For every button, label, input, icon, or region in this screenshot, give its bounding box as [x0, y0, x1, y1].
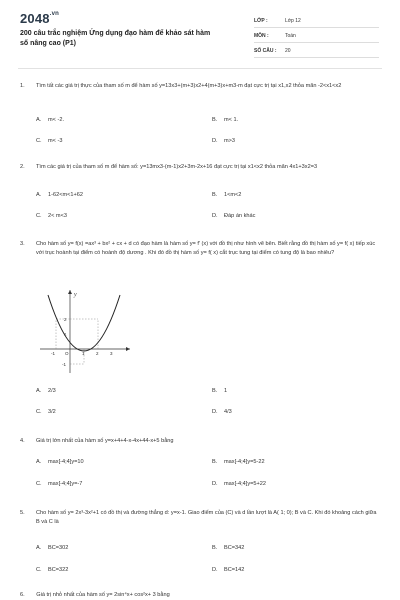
option-label: D.	[212, 567, 218, 573]
option-label: D.	[212, 138, 218, 144]
derivative-graph	[36, 287, 132, 375]
option-label: A.	[36, 459, 42, 465]
option-label: B.	[212, 545, 218, 551]
count-value: 20	[285, 48, 291, 54]
option-text: BC=322	[48, 567, 69, 573]
option-d[interactable]	[212, 481, 266, 487]
logo-main: 2048	[20, 11, 50, 26]
x-axis-arrow	[126, 347, 130, 351]
option-text: BC=302	[48, 545, 69, 551]
question-6	[20, 592, 170, 598]
tick-label-y: 1	[64, 332, 67, 337]
option-text: m< -2.	[48, 117, 65, 123]
question-number: 3.	[20, 241, 25, 247]
tick-label-x: -1	[51, 351, 56, 356]
subject-value: Toán	[285, 33, 296, 39]
tick-label-x: 1	[82, 351, 85, 356]
option-label: C.	[36, 567, 42, 573]
class-label: LỚP :	[254, 18, 268, 24]
option-label: B.	[212, 388, 218, 394]
option-text: max[-4;4]y=5-22	[224, 459, 265, 465]
option-d[interactable]	[212, 213, 255, 219]
option-text: max[-4;4]y=10	[48, 459, 84, 465]
logo-suffix: .vn	[49, 11, 60, 17]
option-text: 4/3	[224, 409, 232, 415]
option-label: A.	[36, 545, 42, 551]
option-a[interactable]	[36, 459, 84, 465]
y-axis-label: y	[74, 292, 77, 298]
header	[0, 0, 400, 66]
option-label: C.	[36, 409, 42, 415]
option-label: D.	[212, 481, 218, 487]
option-label: D.	[212, 409, 218, 415]
meta-divider	[254, 57, 379, 58]
option-text: BC=142	[224, 567, 245, 573]
option-c[interactable]	[36, 567, 68, 573]
option-text: m< 1.	[224, 117, 239, 123]
derivative-curve	[48, 295, 120, 351]
option-d[interactable]	[212, 567, 244, 573]
option-label: B.	[212, 192, 218, 198]
question-text: Tìm tất các giá trị thực của tham số m để hàm số y=13x3+(m+3)x2+4(m+3)x+m3-m đạt cực trị tại x1,x2 thỏa mãn -2<x1<x2	[36, 83, 342, 89]
class-value: Lớp 12	[285, 18, 301, 24]
option-text: 1-62<m<1+62	[48, 192, 83, 198]
subject-label: MÔN :	[254, 33, 269, 39]
question-text: Tìm các giá trị của tham số m để hàm số: y=13mx3-(m-1)x2+3m-2x+16 đạt cực trị tại x1<x2 thỏa mãn 4x1+3x2=3	[36, 164, 318, 170]
question-number: 4.	[20, 438, 25, 444]
question-number: 5.	[20, 510, 25, 516]
question-text: Cho hàm số y= 2x³-3x²+1 có đồ thị và đường thẳng d: y=x-1. Giao điểm của (C) và d lần lượt là A( 1; 0); B và C. Khi đó khoảng cách giữa B và C là	[36, 510, 377, 525]
option-text: 2< m<3	[48, 213, 67, 219]
option-a[interactable]	[36, 117, 64, 123]
option-label: B.	[212, 459, 218, 465]
option-text: max[-4;4]y=5+22	[224, 481, 266, 487]
question-text: Cho hàm số y= f(x) =ax³ + bx² + cx + d có đạo hàm là hàm số y= f' (x) với đồ thị như hình vẽ bên. Biết rằng đồ thị hàm số y= f( x) tiếp xúc với trục hoành tại điểm có hoành độ dương . Khi đó đồ thị hàm số y= f( x) cắt trục tung tại điểm có tung độ là bao nhiêu?	[36, 241, 376, 256]
option-b[interactable]	[212, 192, 241, 198]
y-axis-arrow	[68, 290, 72, 294]
option-text: Đáp án khác	[224, 213, 256, 219]
option-label: A.	[36, 117, 42, 123]
option-c[interactable]	[36, 213, 67, 219]
option-label: C.	[36, 213, 42, 219]
option-label: A.	[36, 192, 42, 198]
tick-label-x: 3	[110, 351, 113, 356]
tick-label-y: 2	[64, 317, 67, 322]
option-text: max[-4;4]y=-7	[48, 481, 83, 487]
option-text: 1<m<2	[224, 192, 242, 198]
meta-divider	[254, 27, 379, 28]
option-label: D.	[212, 213, 218, 219]
option-d[interactable]	[212, 409, 232, 415]
option-text: 3/2	[48, 409, 56, 415]
option-label: A.	[36, 388, 42, 394]
option-b[interactable]	[212, 117, 238, 123]
option-text: m>3	[224, 138, 236, 144]
question-number: 6.	[20, 592, 25, 598]
header-divider	[18, 68, 382, 69]
option-c[interactable]	[36, 409, 56, 415]
tick-label-y: -1	[62, 362, 67, 367]
meta-divider	[254, 42, 379, 43]
option-text: m< -3	[48, 138, 63, 144]
option-text: BC=342	[224, 545, 245, 551]
option-text: 1	[224, 388, 228, 394]
option-label: C.	[36, 138, 42, 144]
site-logo[interactable]	[20, 11, 59, 26]
option-c[interactable]	[36, 138, 62, 144]
origin-label: O	[65, 351, 69, 356]
option-b[interactable]	[212, 545, 244, 551]
question-number: 2.	[20, 164, 25, 170]
option-c[interactable]	[36, 481, 82, 487]
option-b[interactable]	[212, 388, 227, 394]
question-number: 1.	[20, 83, 25, 89]
page-title: 200 câu trắc nghiệm Ứng dụng đạo hàm để khảo sát hàm số nâng cao (P1)	[20, 30, 211, 47]
option-label: B.	[212, 117, 218, 123]
count-label: SỐ CÂU :	[254, 48, 277, 54]
question-text: Giá trị lớn nhất của hàm số y=x+4+4-x-4x+44-x+5 bằng	[36, 438, 174, 444]
tick-label-x: 2	[96, 351, 99, 356]
option-b[interactable]	[212, 459, 265, 465]
option-a[interactable]	[36, 545, 68, 551]
option-label: C.	[36, 481, 42, 487]
option-text: 2/3	[48, 388, 56, 394]
option-a[interactable]	[36, 388, 56, 394]
option-a[interactable]	[36, 192, 83, 198]
question-text: Giá trị nhỏ nhất của hàm số y= 2sin⁴x+ cos²x+ 3 bằng	[36, 592, 170, 598]
option-d[interactable]	[212, 138, 235, 144]
